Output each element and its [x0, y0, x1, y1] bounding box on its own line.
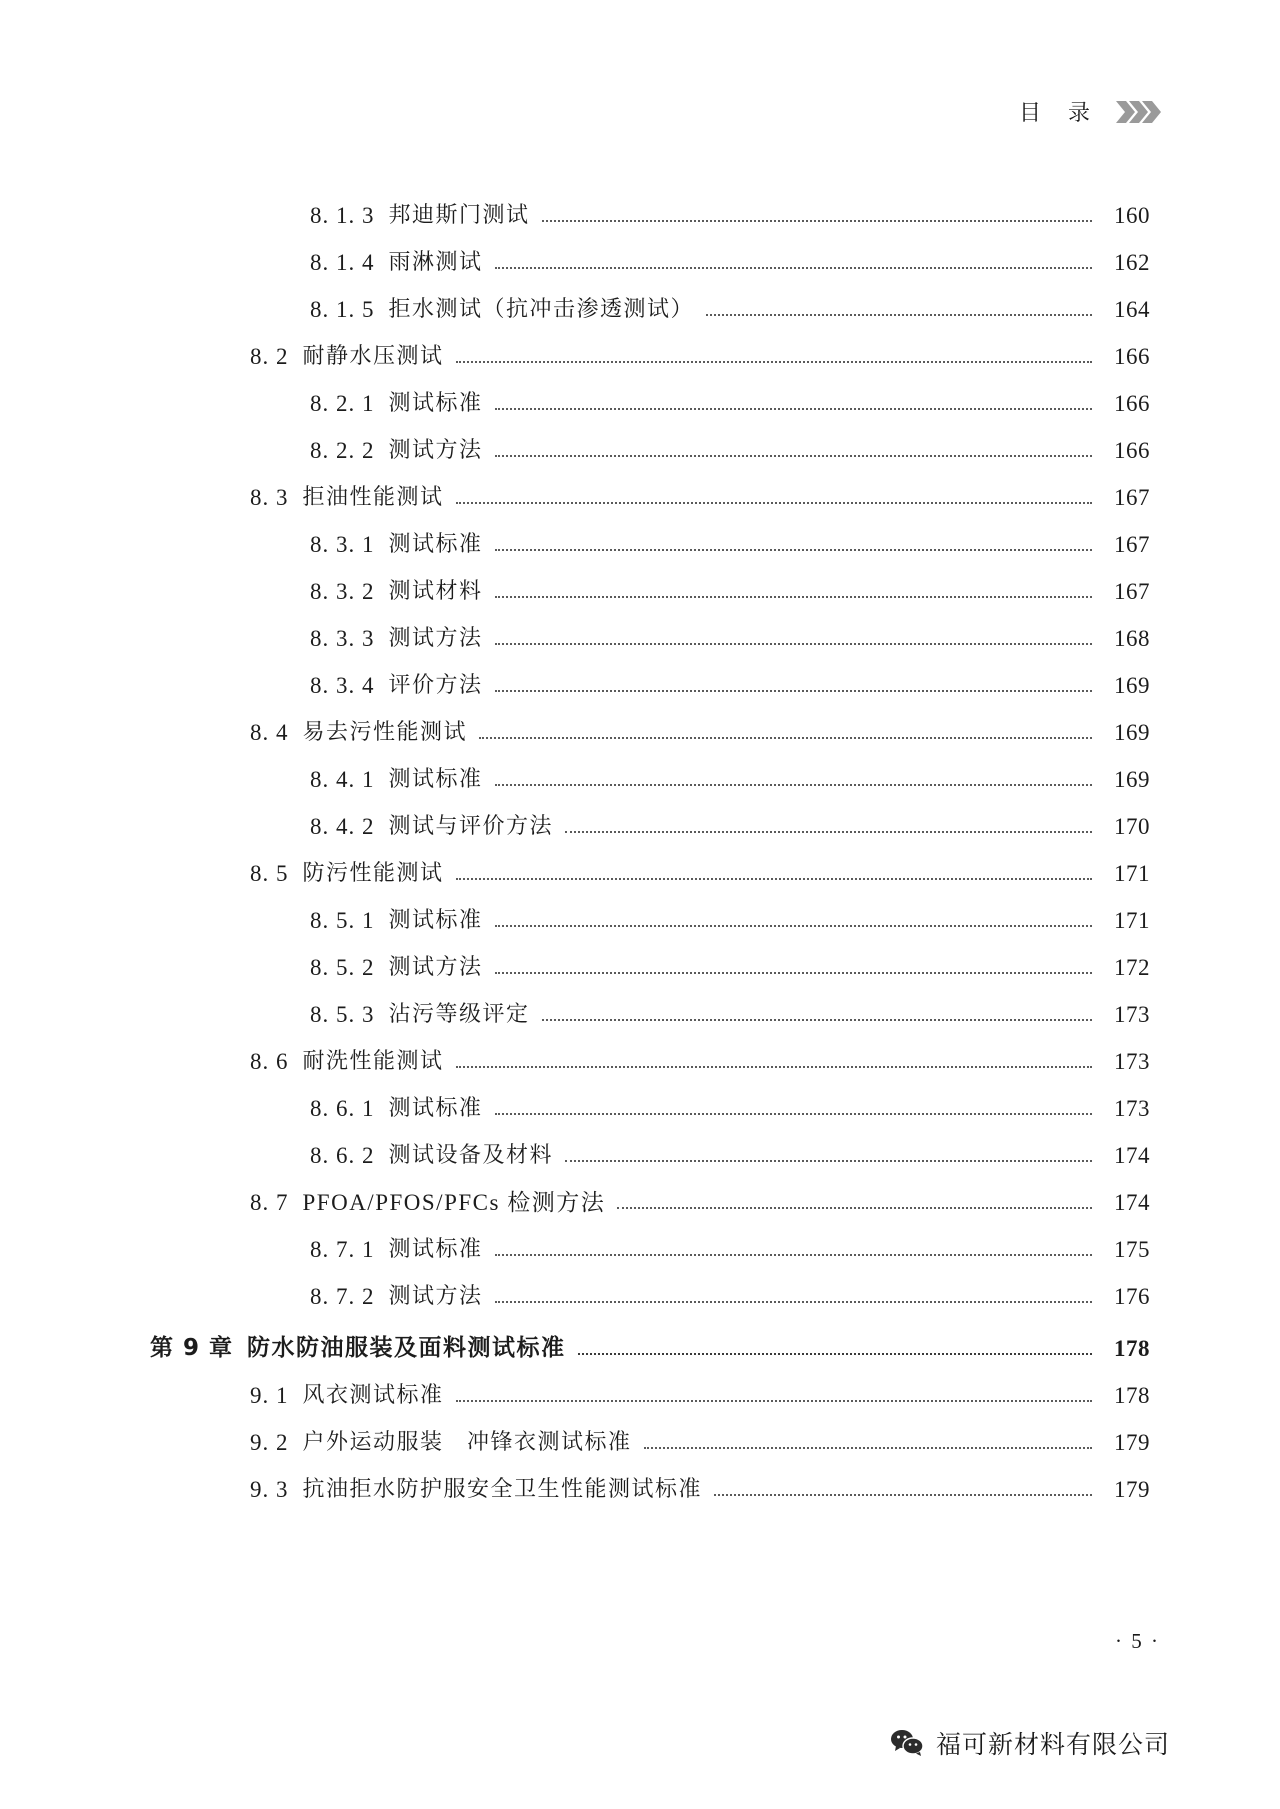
toc-entry-number: 9. 1	[250, 1383, 289, 1408]
toc-leader-dots	[456, 877, 1092, 880]
toc-entry-number: 9. 3	[250, 1477, 289, 1502]
toc-entry-page: 166	[1114, 344, 1150, 369]
toc-entry-number: 8. 6. 2	[310, 1143, 375, 1168]
toc-entry-title: 测试方法	[388, 955, 483, 980]
toc-entry-number: 8. 4. 2	[310, 814, 375, 839]
toc-entry-number: 8. 5. 1	[310, 908, 375, 933]
toc-leader-dots	[456, 501, 1092, 504]
toc-entry-row[interactable]	[150, 227, 1150, 274]
toc-leader-dots	[456, 1065, 1092, 1068]
toc-entry-page: 166	[1114, 438, 1150, 463]
toc-entry-number: 8. 1. 4	[310, 250, 375, 275]
toc-entry-row[interactable]	[150, 744, 1150, 791]
toc-entry-title: 测试标准	[388, 391, 483, 416]
toc-entry-title: 测试标准	[388, 532, 483, 557]
toc-entry-page: 169	[1114, 673, 1150, 698]
toc-entry-number: 8. 2	[250, 344, 289, 369]
toc-entry-page: 171	[1114, 908, 1150, 933]
watermark-text: 福可新材料有限公司	[935, 1730, 1170, 1759]
toc-entry-page: 162	[1114, 250, 1150, 275]
toc-leader-dots	[495, 689, 1092, 692]
toc-entry-number: 8. 1. 5	[310, 297, 375, 322]
toc-entry-number: 8. 3. 3	[310, 626, 375, 651]
toc-entry-page: 175	[1114, 1237, 1150, 1262]
toc-entry-title: 测试标准	[388, 767, 483, 792]
toc-entry-number: 8. 5. 2	[310, 955, 375, 980]
toc-entry-number: 9. 2	[250, 1430, 289, 1455]
page-title: 目 录	[1019, 101, 1100, 126]
toc-entry-row[interactable]	[150, 603, 1150, 650]
toc-entry-page: 171	[1114, 861, 1150, 886]
toc-entry-page: 164	[1114, 297, 1150, 322]
toc-entry-row[interactable]	[150, 791, 1150, 838]
toc-leader-dots	[617, 1206, 1092, 1209]
toc-entry-title: 邦迪斯门测试	[388, 203, 530, 228]
toc-entry-row[interactable]	[150, 415, 1150, 462]
toc-entry-page: 160	[1114, 203, 1150, 228]
toc-leader-dots	[495, 1253, 1092, 1256]
toc-leader-dots	[578, 1352, 1092, 1355]
toc-leader-dots	[495, 595, 1092, 598]
toc-entry-number: 8. 1. 3	[310, 203, 375, 228]
toc-entry-row[interactable]	[150, 1120, 1150, 1167]
toc-entry-row[interactable]	[150, 274, 1150, 321]
toc-entry-number: 8. 7. 1	[310, 1237, 375, 1262]
toc-leader-dots	[565, 830, 1092, 833]
toc-entry-page: 170	[1114, 814, 1150, 839]
toc-entry-number: 8. 3. 1	[310, 532, 375, 557]
toc-leader-dots	[714, 1493, 1092, 1496]
toc-entry-number: 8. 7. 2	[310, 1284, 375, 1309]
toc-entry-number: 8. 5. 3	[310, 1002, 375, 1027]
toc-entry-row[interactable]	[150, 368, 1150, 415]
toc-entry-title: PFOA/PFOS/PFCs 检测方法	[302, 1190, 606, 1215]
toc-entry-row[interactable]	[150, 1360, 1150, 1407]
toc-entry-page: 178	[1114, 1383, 1150, 1408]
toc-entry-row[interactable]	[150, 650, 1150, 697]
toc-entry-page: 169	[1114, 720, 1150, 745]
toc-entry-page: 179	[1114, 1430, 1150, 1455]
toc-entry-row[interactable]	[150, 180, 1150, 227]
toc-leader-dots	[565, 1159, 1092, 1162]
toc-leader-dots	[644, 1446, 1092, 1449]
toc-entry-number: 8. 5	[250, 861, 289, 886]
toc-entry-row[interactable]	[150, 979, 1150, 1026]
toc-entry-title: 雨淋测试	[388, 250, 483, 275]
toc-entry-page: 174	[1114, 1190, 1150, 1215]
toc-entry-title: 防污性能测试	[302, 861, 444, 886]
toc-leader-dots	[542, 1018, 1092, 1021]
toc-entry-title: 测试标准	[388, 1237, 483, 1262]
toc-leader-dots	[495, 266, 1092, 269]
double-chevron-right-icon	[1116, 101, 1162, 123]
toc-leader-dots	[706, 313, 1092, 316]
toc-entry-number: 8. 7	[250, 1190, 289, 1215]
toc-entry-title: 耐洗性能测试	[302, 1049, 444, 1074]
toc-entry-row[interactable]	[150, 462, 1150, 509]
toc-entry-row[interactable]	[150, 509, 1150, 556]
toc-entry-page: 179	[1114, 1477, 1150, 1502]
toc-entry-title: 测试标准	[388, 1096, 483, 1121]
toc-entry-title: 测试材料	[388, 579, 483, 604]
page-folio: · 5 ·	[1115, 1629, 1160, 1653]
toc-entry-title: 抗油拒水防护服安全卫生性能测试标准	[302, 1477, 703, 1502]
toc-leader-dots	[456, 360, 1092, 363]
toc-leader-dots	[495, 1112, 1092, 1115]
toc-entry-number: 8. 4	[250, 720, 289, 745]
toc-leader-dots	[542, 219, 1092, 222]
toc-entry-row[interactable]	[150, 1026, 1150, 1073]
toc-entry-title: 拒油性能测试	[302, 485, 444, 510]
toc-entry-number: 8. 6	[250, 1049, 289, 1074]
toc-leader-dots	[495, 924, 1092, 927]
toc-leader-dots	[456, 1399, 1092, 1402]
toc-entry-row[interactable]	[150, 697, 1150, 744]
toc-entry-title: 测试与评价方法	[388, 814, 554, 839]
toc-leader-dots	[495, 642, 1092, 645]
toc-chapter-row[interactable]	[150, 1308, 1150, 1360]
page-header	[1019, 96, 1162, 127]
toc-entry-title: 评价方法	[388, 673, 483, 698]
toc-leader-dots	[495, 971, 1092, 974]
toc-entry-title: 拒水测试（抗冲击渗透测试）	[388, 297, 695, 322]
toc-leader-dots	[495, 783, 1092, 786]
toc-entry-title: 易去污性能测试	[302, 720, 468, 745]
toc-entry-number: 第 9 章	[150, 1335, 234, 1361]
toc-entry-row[interactable]	[150, 1454, 1150, 1501]
toc-entry-number: 8. 3. 2	[310, 579, 375, 604]
toc-entry-page: 173	[1114, 1096, 1150, 1121]
toc-entry-title: 测试标准	[388, 908, 483, 933]
toc-entry-number: 8. 2. 2	[310, 438, 375, 463]
toc-leader-dots	[495, 407, 1092, 410]
toc-entry-number: 8. 6. 1	[310, 1096, 375, 1121]
toc-entry-page: 174	[1114, 1143, 1150, 1168]
toc-leader-dots	[495, 548, 1092, 551]
toc-entry-row[interactable]	[150, 932, 1150, 979]
toc-leader-dots	[479, 736, 1092, 739]
toc-entry-number: 8. 2. 1	[310, 391, 375, 416]
toc-entry-page: 167	[1114, 485, 1150, 510]
toc-entry-row[interactable]	[150, 885, 1150, 932]
toc-entry-page: 167	[1114, 532, 1150, 557]
toc-entry-row[interactable]	[150, 1214, 1150, 1261]
toc-entry-page: 168	[1114, 626, 1150, 651]
toc-entry-number: 8. 3. 4	[310, 673, 375, 698]
toc-entry-page: 169	[1114, 767, 1150, 792]
toc-entry-page: 173	[1114, 1002, 1150, 1027]
toc-entry-page: 167	[1114, 579, 1150, 604]
toc-entry-title: 防水防油服装及面料测试标准	[247, 1335, 566, 1361]
toc-entry-title: 耐静水压测试	[302, 344, 444, 369]
toc-entry-page: 173	[1114, 1049, 1150, 1074]
toc-entry-row[interactable]	[150, 1407, 1150, 1454]
toc-entry-page: 172	[1114, 955, 1150, 980]
toc-entry-number: 8. 3	[250, 485, 289, 510]
toc-entry-title: 沾污等级评定	[388, 1002, 530, 1027]
toc-entry-row[interactable]	[150, 1261, 1150, 1308]
toc-entry-row[interactable]	[150, 1073, 1150, 1120]
watermark	[890, 1725, 1170, 1761]
toc-entry-page: 176	[1114, 1284, 1150, 1309]
toc-entry-row[interactable]	[150, 556, 1150, 603]
toc-entry-title: 户外运动服装 冲锋衣测试标准	[302, 1430, 632, 1455]
toc-entry-title: 测试设备及材料	[388, 1143, 554, 1168]
toc-entry-title: 测试方法	[388, 626, 483, 651]
toc-entry-title: 风衣测试标准	[302, 1383, 444, 1408]
toc-leader-dots	[495, 1300, 1092, 1303]
toc-entry-number: 8. 4. 1	[310, 767, 375, 792]
toc-entry-page: 166	[1114, 391, 1150, 416]
toc-entry-title: 测试方法	[388, 438, 483, 463]
table-of-contents	[150, 180, 1150, 1501]
toc-entry-title: 测试方法	[388, 1284, 483, 1309]
toc-entry-page: 178	[1114, 1336, 1150, 1361]
toc-entry-row[interactable]	[150, 838, 1150, 885]
wechat-icon	[890, 1728, 924, 1758]
toc-leader-dots	[495, 454, 1092, 457]
toc-entry-row[interactable]	[150, 1167, 1150, 1214]
toc-entry-row[interactable]	[150, 321, 1150, 368]
